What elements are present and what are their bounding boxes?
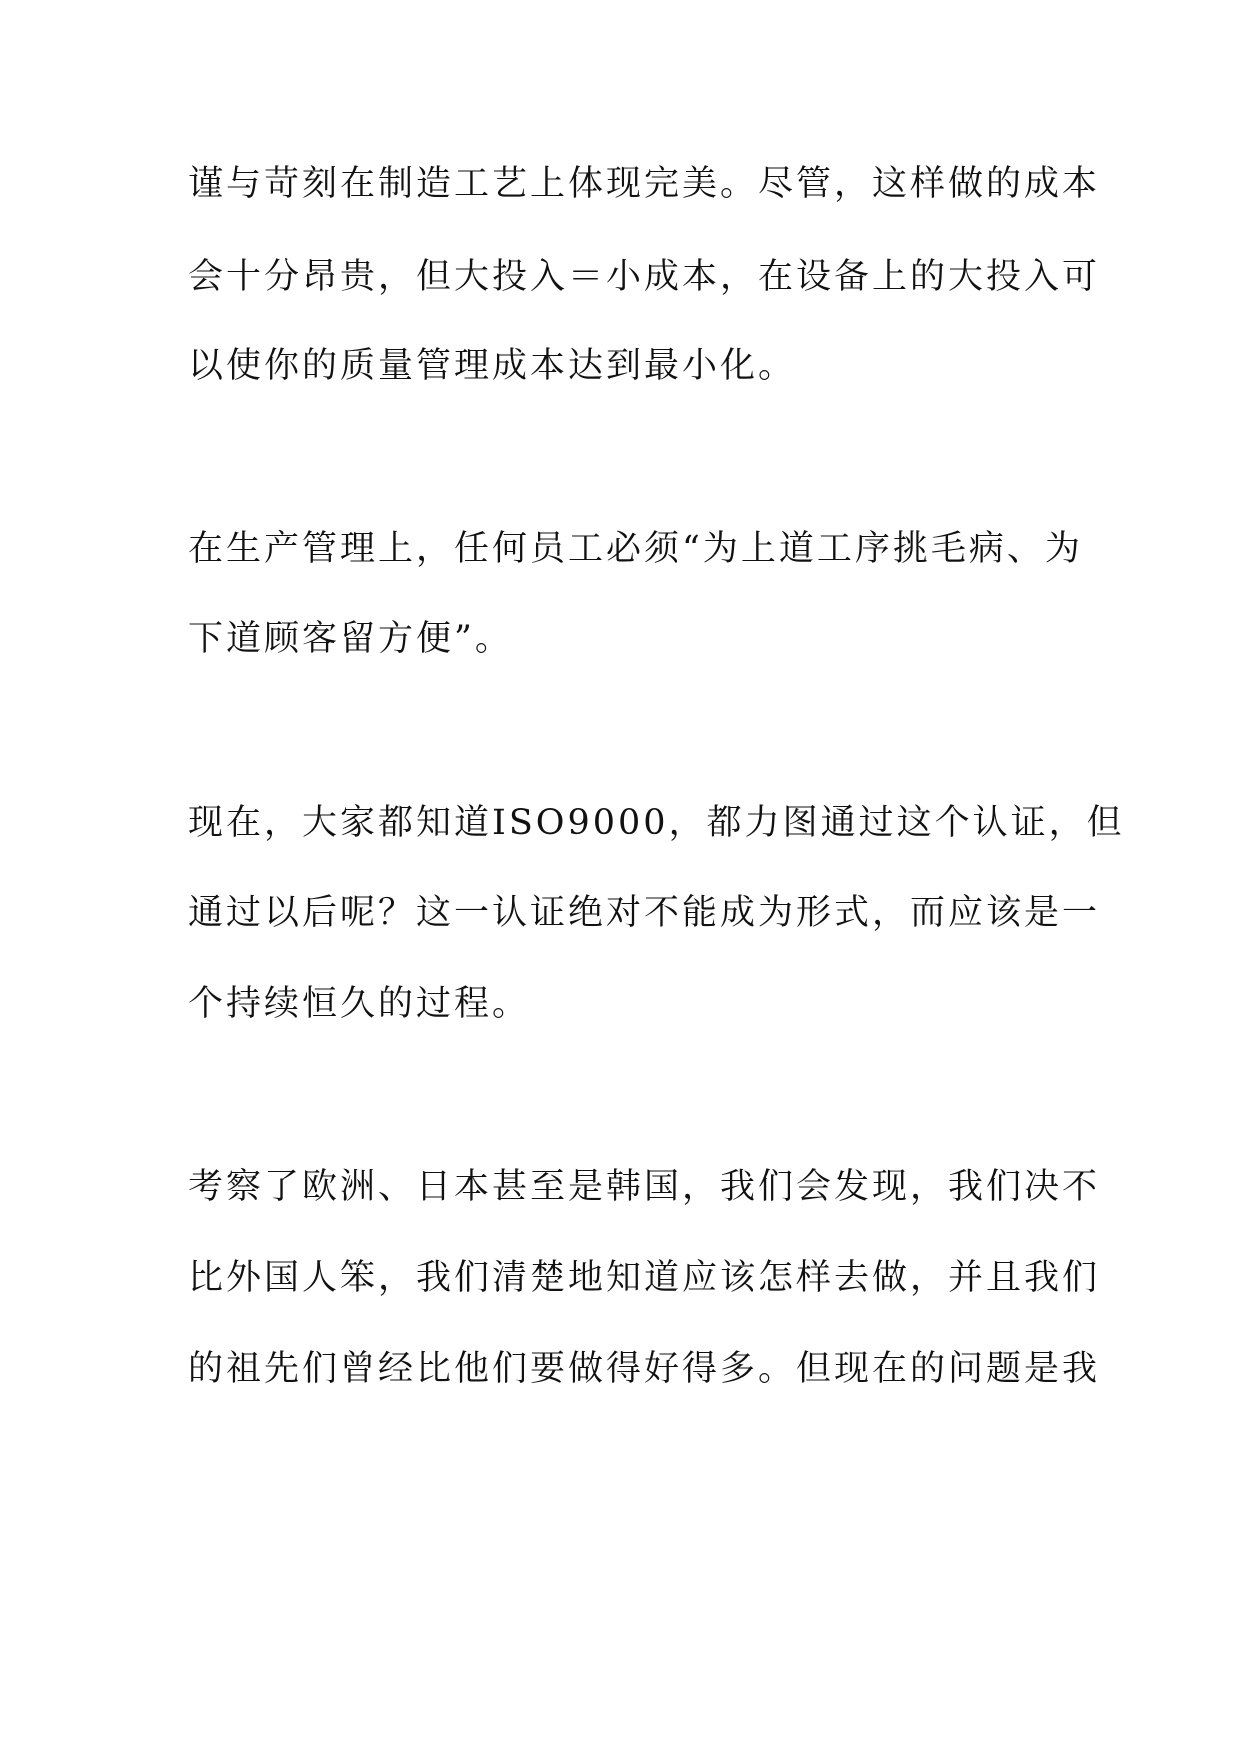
text-line: 下道顾客留方便”。 (188, 619, 513, 659)
text-line: 通过以后呢？这一认证绝对不能成为形式，而应该是一 (188, 893, 1101, 933)
text-line: 会十分昂贵，但大投入＝小成本，在设备上的大投入可 (188, 257, 1101, 297)
text-line: 个持续恒久的过程。 (188, 984, 531, 1024)
text-line: 的祖先们曾经比他们要做得好得多。但现在的问题是我 (188, 1349, 1101, 1389)
text-line: 考察了欧洲、日本甚至是韩国，我们会发现，我们决不 (188, 1167, 1101, 1207)
text-line: 比外国人笨，我们清楚地知道应该怎样去做，并且我们 (188, 1258, 1101, 1298)
text-line: 以使你的质量管理成本达到最小化。 (188, 346, 797, 386)
text-line: 现在，大家都知道ISO9000，都力图通过这个认证，但 (188, 803, 1125, 843)
text-line: 谨与苛刻在制造工艺上体现完美。尽管，这样做的成本 (188, 164, 1101, 204)
text-line: 在生产管理上，任何员工必须“为上道工序挑毛病、为 (188, 529, 1083, 569)
